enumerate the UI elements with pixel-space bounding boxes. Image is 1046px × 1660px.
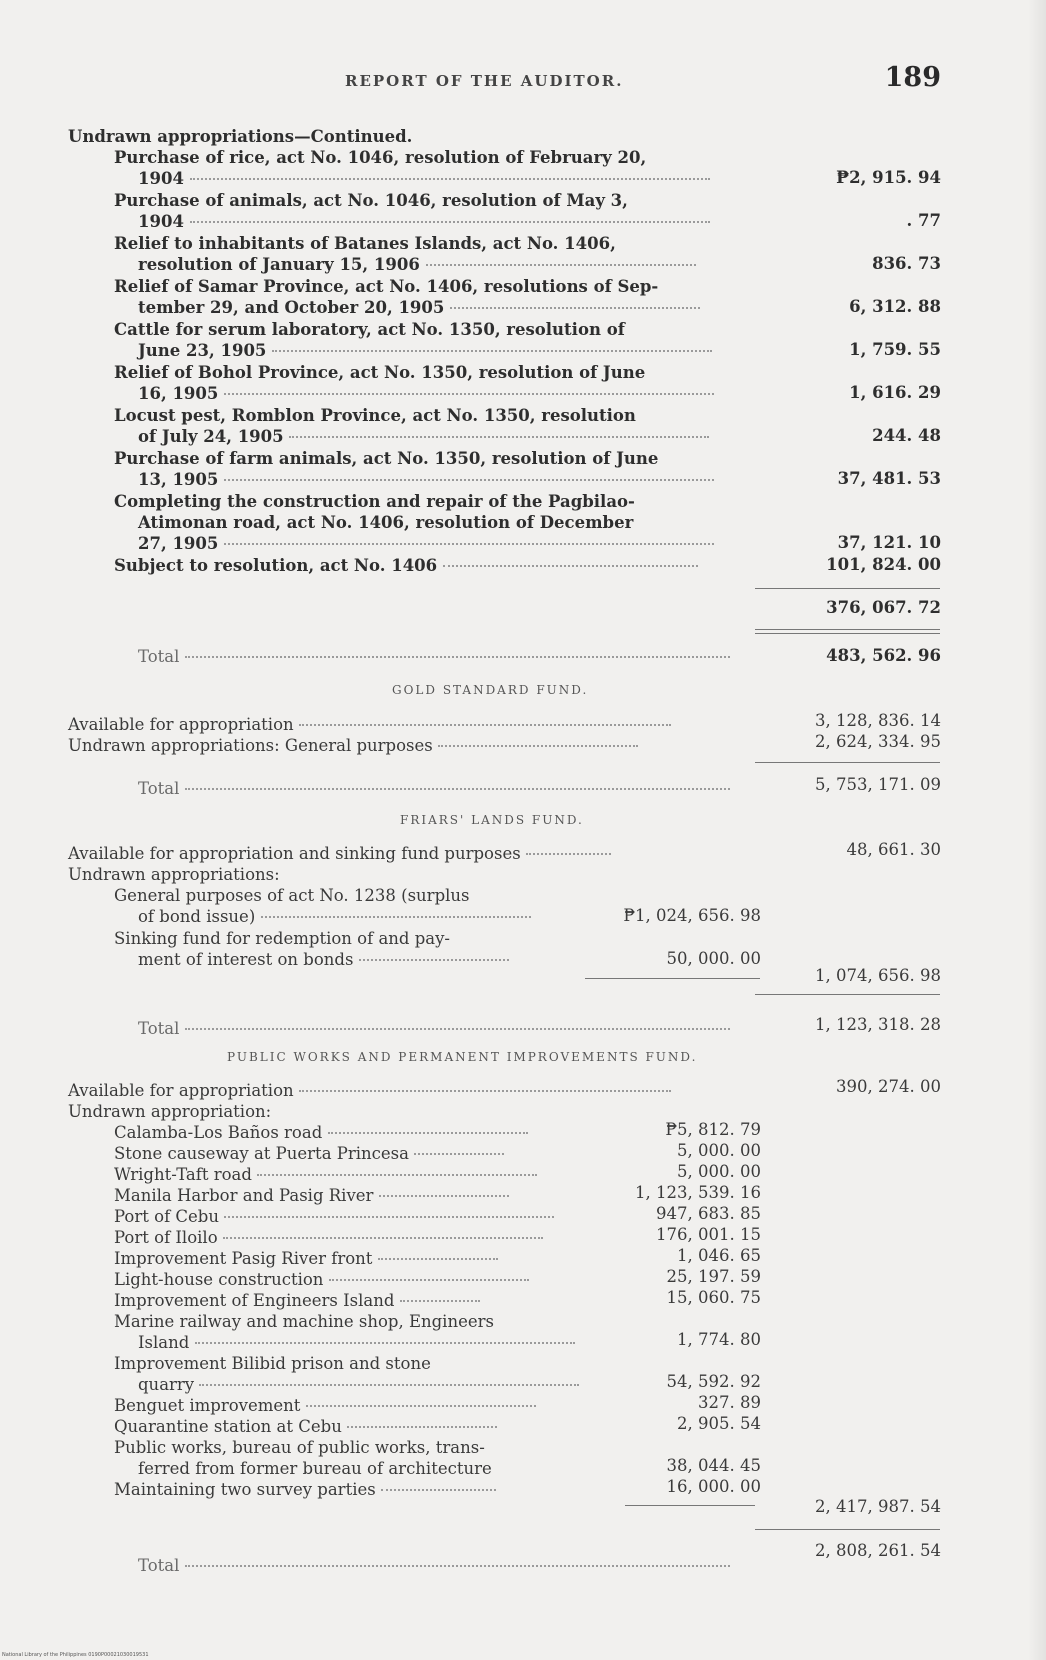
pw-item-amount: 1, 046. 65: [677, 1246, 761, 1265]
library-imprint: National Library of the Philippines 0190P00021030019531: [2, 1652, 149, 1658]
gold-available-label: Available for appropriation: [68, 715, 294, 734]
pw-item-label: Maintaining two survey parties: [114, 1480, 376, 1499]
leader-dots: [224, 393, 714, 395]
leader-dots: [359, 959, 509, 961]
leader-dots: [185, 1028, 730, 1030]
leader-dots: [272, 350, 712, 352]
leader-dots: [185, 1565, 730, 1567]
leader-dots: [199, 1384, 579, 1386]
leader-dots: [347, 1426, 497, 1428]
leader-dots: [224, 543, 714, 545]
gold-undrawn-label: Undrawn appropriations: General purposes: [68, 736, 433, 755]
pw-item-label: Calamba-Los Baños road: [114, 1123, 323, 1142]
pw-item-label-2: quarry: [138, 1375, 195, 1394]
undrawn-item-1-amount: ₱2, 915. 94: [836, 168, 941, 187]
total-rule-double: [755, 633, 940, 634]
public-works-heading: PUBLIC WORKS AND PERMANENT IMPROVEMENTS FUND.: [227, 1050, 698, 1064]
friars-item1-amount: ₱1, 024, 656. 98: [623, 906, 761, 925]
pw-item-label: Benguet improvement: [114, 1396, 301, 1415]
undrawn-total: 483, 562. 96: [826, 646, 941, 665]
friars-total-label: Total: [138, 1019, 180, 1038]
leader-dots: [299, 724, 671, 726]
pw-undrawn-label: Undrawn appropriation:: [68, 1102, 272, 1121]
leader-dots: [190, 221, 710, 223]
friars-total-amount: 1, 123, 318. 28: [815, 1015, 941, 1034]
leader-dots: [379, 1195, 509, 1197]
leader-dots: [185, 788, 730, 790]
subtotal-rule: [585, 978, 760, 979]
friars-undrawn-label: Undrawn appropriations:: [68, 865, 280, 884]
pw-item-amount: 5, 000. 00: [677, 1141, 761, 1160]
leader-dots: [426, 264, 696, 266]
leader-dots: [329, 1279, 529, 1281]
pw-total-label: Total: [138, 1556, 180, 1575]
leader-dots: [526, 853, 611, 855]
undrawn-item-4-line1: Relief of Samar Province, act No. 1406, resolutions of Sep-: [114, 277, 659, 296]
friars-subtotal: 1, 074, 656. 98: [815, 966, 941, 985]
friars-available-amount: 48, 661. 30: [846, 840, 941, 859]
pw-item-amount: 947, 683. 85: [656, 1204, 761, 1223]
pw-item-label: Port of Cebu: [114, 1207, 219, 1226]
undrawn-total-label: Total: [138, 647, 180, 666]
pw-item-amount: 1, 774. 80: [677, 1330, 761, 1349]
leader-dots: [195, 1342, 575, 1344]
pw-item-amount: 2, 905. 54: [677, 1414, 761, 1433]
undrawn-item-2-line1: Purchase of animals, act No. 1046, resolution of May 3,: [114, 191, 628, 210]
pw-available-label: Available for appropriation: [68, 1081, 294, 1100]
leader-dots: [289, 436, 709, 438]
undrawn-item-7-line1: Locust pest, Romblon Province, act No. 1350, resolution: [114, 406, 636, 425]
undrawn-item-7-amount: 244. 48: [872, 426, 941, 445]
undrawn-item-7-line2: of July 24, 1905: [138, 427, 284, 446]
friars-item1-line2: of bond issue): [138, 907, 256, 926]
leader-dots: [224, 479, 714, 481]
pw-item-label: Marine railway and machine shop, Engineers: [114, 1312, 494, 1331]
undrawn-item-5-line1: Cattle for serum laboratory, act No. 1350, resolution of: [114, 320, 625, 339]
pw-subtotal: 2, 417, 987. 54: [815, 1497, 941, 1516]
pw-item-label: Stone causeway at Puerta Princesa: [114, 1144, 409, 1163]
gold-undrawn-amount: 2, 624, 334. 95: [815, 732, 941, 751]
gold-total-amount: 5, 753, 171. 09: [815, 775, 941, 794]
pw-item-amount: 54, 592. 92: [666, 1372, 761, 1391]
undrawn-item-9-line1: Completing the construction and repair of the Pagbilao-: [114, 492, 635, 511]
leader-dots: [438, 745, 638, 747]
pw-item-label: Improvement Pasig River front: [114, 1249, 373, 1268]
page-edge-shadow: [1028, 0, 1046, 1660]
undrawn-item-9-amount: 37, 121. 10: [837, 533, 941, 552]
undrawn-item-5-amount: 1, 759. 55: [849, 340, 941, 359]
undrawn-item-2-line2: 1904: [138, 212, 184, 231]
total-rule: [755, 994, 940, 995]
pw-item-label: Quarantine station at Cebu: [114, 1417, 342, 1436]
undrawn-item-9-line3: 27, 1905: [138, 534, 219, 553]
undrawn-item-3-amount: 836. 73: [872, 254, 941, 273]
undrawn-item-9-line2: Atimonan road, act No. 1406, resolution of December: [138, 513, 634, 532]
pw-item-label: Improvement of Engineers Island: [114, 1291, 395, 1310]
undrawn-item-2-amount: . 77: [906, 211, 941, 230]
undrawn-item-4-line2: tember 29, and October 20, 1905: [138, 298, 445, 317]
undrawn-item-10-label: Subject to resolution, act No. 1406: [114, 556, 438, 575]
undrawn-item-8-line1: Purchase of farm animals, act No. 1350, resolution of June: [114, 449, 659, 468]
undrawn-item-8-line2: 13, 1905: [138, 470, 219, 489]
subtotal-rule: [755, 588, 940, 589]
gold-available-amount: 3, 128, 836. 14: [815, 711, 941, 730]
undrawn-subtotal: 376, 067. 72: [826, 598, 941, 617]
pw-item-label-2: ferred from former bureau of architecture: [138, 1459, 492, 1478]
pw-item-amount: 15, 060. 75: [666, 1288, 761, 1307]
subtotal-rule: [625, 1505, 755, 1506]
subtotal-rule: [755, 762, 940, 763]
leader-dots: [185, 656, 730, 658]
friars-available-label: Available for appropriation and sinking fund purposes: [68, 844, 521, 863]
leader-dots: [400, 1300, 480, 1302]
leader-dots: [443, 565, 698, 567]
pw-item-amount: 327. 89: [698, 1393, 761, 1412]
leader-dots: [414, 1153, 504, 1155]
gold-standard-heading: GOLD STANDARD FUND.: [392, 683, 589, 697]
friars-item2-amount: 50, 000. 00: [666, 949, 761, 968]
total-rule: [755, 1529, 940, 1530]
leader-dots: [224, 1216, 554, 1218]
leader-dots: [261, 916, 531, 918]
undrawn-heading: Undrawn appropriations—Continued.: [68, 127, 413, 146]
pw-available-amount: 390, 274. 00: [836, 1077, 941, 1096]
leader-dots: [257, 1174, 537, 1176]
friars-lands-heading: FRIARS' LANDS FUND.: [400, 813, 584, 827]
pw-item-label: Light-house construction: [114, 1270, 324, 1289]
pw-total-amount: 2, 808, 261. 54: [815, 1541, 941, 1560]
pw-item-amount: 5, 000. 00: [677, 1162, 761, 1181]
undrawn-item-8-amount: 37, 481. 53: [837, 469, 941, 488]
pw-item-label: Manila Harbor and Pasig River: [114, 1186, 374, 1205]
pw-item-amount: ₱5, 812. 79: [665, 1120, 761, 1139]
leader-dots: [450, 307, 700, 309]
leader-dots: [299, 1090, 671, 1092]
undrawn-item-1-line2: 1904: [138, 169, 184, 188]
undrawn-item-6-line2: 16, 1905: [138, 384, 219, 403]
undrawn-item-3-line2: resolution of January 15, 1906: [138, 255, 420, 274]
leader-dots: [328, 1132, 528, 1134]
pw-item-amount: 1, 123, 539. 16: [635, 1183, 761, 1202]
leader-dots: [381, 1489, 496, 1491]
pw-item-amount: 176, 001. 15: [656, 1225, 761, 1244]
undrawn-item-4-amount: 6, 312. 88: [849, 297, 941, 316]
friars-item2-line2: ment of interest on bonds: [138, 950, 354, 969]
undrawn-item-5-line2: June 23, 1905: [138, 341, 267, 360]
undrawn-item-6-line1: Relief of Bohol Province, act No. 1350, resolution of June: [114, 363, 646, 382]
pw-item-label-2: Island: [138, 1333, 190, 1352]
pw-item-label: Improvement Bilibid prison and stone: [114, 1354, 431, 1373]
undrawn-item-6-amount: 1, 616. 29: [849, 383, 941, 402]
pw-item-amount: 16, 000. 00: [666, 1477, 761, 1496]
pw-item-amount: 38, 044. 45: [666, 1456, 761, 1475]
pw-item-label: Wright-Taft road: [114, 1165, 252, 1184]
friars-item1-line1: General purposes of act No. 1238 (surplus: [114, 886, 470, 905]
undrawn-item-3-line1: Relief to inhabitants of Batanes Islands, act No. 1406,: [114, 234, 616, 253]
undrawn-item-1-line1: Purchase of rice, act No. 1046, resolution of February 20,: [114, 148, 647, 167]
running-head: REPORT OF THE AUDITOR.: [345, 72, 624, 90]
gold-total-label: Total: [138, 779, 180, 798]
leader-dots: [306, 1405, 536, 1407]
leader-dots: [378, 1258, 498, 1260]
pw-item-label: Port of Iloilo: [114, 1228, 218, 1247]
pw-item-amount: 25, 197. 59: [666, 1267, 761, 1286]
leader-dots: [190, 178, 710, 180]
undrawn-item-10-amount: 101, 824. 00: [826, 555, 941, 574]
pw-item-label: Public works, bureau of public works, trans-: [114, 1438, 485, 1457]
total-rule: [755, 629, 940, 630]
leader-dots: [223, 1237, 543, 1239]
page-number: 189: [884, 62, 941, 93]
friars-item2-line1: Sinking fund for redemption of and pay-: [114, 929, 451, 948]
